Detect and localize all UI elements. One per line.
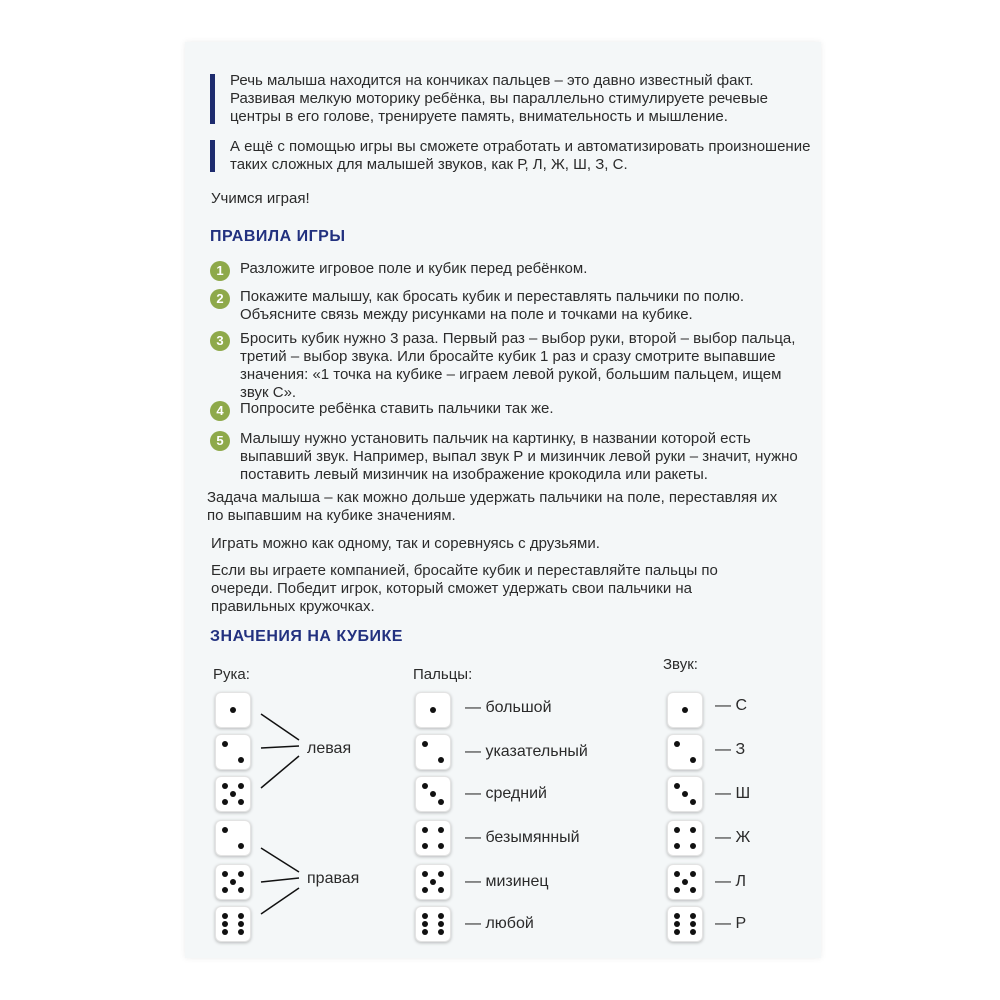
sound-die <box>667 734 703 770</box>
die-pip <box>222 921 228 927</box>
die-pip <box>674 871 680 877</box>
rule-number: 2 <box>210 289 230 309</box>
die-pip <box>674 887 680 893</box>
hand-die <box>215 820 251 856</box>
die-pip <box>682 879 688 885</box>
die-pip <box>230 707 236 713</box>
rule-number: 5 <box>210 431 230 451</box>
die-pip <box>690 827 696 833</box>
rule-text: Малышу нужно установить пальчик на картинку, в названии которой есть выпавший звук. Например, выпал звук Р и мизинчик левой руки – значит, нужно поставить левый мизинчик на изображение крокодила или ракеты. <box>240 430 798 483</box>
rule-text: Бросить кубик нужно 3 раза. Первый раз – выбор руки, второй – выбор пальца, третий – выбор звука. Или бросайте кубик 1 раз и сразу смотрите выпавшие значения: «1 точка на кубике – играем левой рукой, большим пальцем, ищем звук С». <box>240 330 796 401</box>
hand-column-label: Рука: <box>213 666 250 683</box>
rule-item <box>210 288 800 324</box>
die-pip <box>230 879 236 885</box>
die-pip <box>422 871 428 877</box>
hand-die <box>215 906 251 942</box>
rule-number: 3 <box>210 331 230 351</box>
die-pip <box>690 757 696 763</box>
finger-label: — любой <box>465 915 534 932</box>
goal-text: Задача малыша – как можно дольше удержать пальчики на поле, переставляя их по выпавшим на кубике значениям. <box>207 489 778 524</box>
finger-label: — средний <box>465 785 547 802</box>
play-alone-text: Играть можно как одному, так и соревнуясь с друзьями. <box>211 535 600 552</box>
die-pip <box>438 757 444 763</box>
die-pip <box>422 913 428 919</box>
die-pip <box>238 843 244 849</box>
die-pip <box>238 913 244 919</box>
die-pip <box>438 799 444 805</box>
die-pip <box>422 783 428 789</box>
finger-label: — большой <box>465 699 552 716</box>
finger-die <box>415 906 451 942</box>
die-pip <box>674 929 680 935</box>
rule-number: 4 <box>210 401 230 421</box>
die-pip <box>690 871 696 877</box>
right-hand-label: правая <box>307 870 360 887</box>
die-pip <box>222 741 228 747</box>
finger-die <box>415 734 451 770</box>
die-pip <box>438 827 444 833</box>
sound-die <box>667 906 703 942</box>
instruction-sheet <box>185 42 821 958</box>
die-pip <box>438 887 444 893</box>
die-pip <box>682 707 688 713</box>
finger-label: — безымянный <box>465 829 580 846</box>
accent-bar <box>210 140 215 172</box>
die-pip <box>222 783 228 789</box>
die-pip <box>438 921 444 927</box>
left-hand-label: левая <box>307 740 352 757</box>
tagline: Учимся играя! <box>211 190 310 207</box>
die-pip <box>222 913 228 919</box>
sound-label: — С <box>715 697 747 714</box>
rule-item <box>210 430 800 484</box>
finger-die <box>415 820 451 856</box>
sound-die <box>667 776 703 812</box>
die-pip <box>238 887 244 893</box>
sound-column-label: Звук: <box>663 656 698 673</box>
die-pip <box>422 741 428 747</box>
die-pip <box>690 913 696 919</box>
die-pip <box>222 929 228 935</box>
hand-die <box>215 692 251 728</box>
company-text: Если вы играете компанией, бросайте кубик и переставляйте пальцы по очереди. Победит игрок, который сможет удержать свои пальчики на правильных кружочках. <box>211 562 718 615</box>
die-pip <box>422 887 428 893</box>
die-pip <box>422 921 428 927</box>
rule-text: Покажите малышу, как бросать кубик и переставлять пальчики по полю. Объясните связь между рисунками на поле и точками на кубике. <box>240 288 745 323</box>
hand-die <box>215 864 251 900</box>
finger-label: — указательный <box>465 743 588 760</box>
rule-number: 1 <box>210 261 230 281</box>
die-pip <box>422 827 428 833</box>
rule-text: Разложите игровое поле и кубик перед ребёнком. <box>240 260 588 277</box>
die-pip <box>222 799 228 805</box>
die-pip <box>238 871 244 877</box>
die-pip <box>238 799 244 805</box>
die-pip <box>238 757 244 763</box>
rules-heading: ПРАВИЛА ИГРЫ <box>210 228 346 245</box>
die-pip <box>430 791 436 797</box>
intro-paragraph-1: Речь малыша находится на кончиках пальцев – это давно известный факт. Развивая мелкую моторику ребёнка, вы параллельно стимулируете речевые центры в его голове, тренируете память, внимательность и мышление. <box>230 72 768 125</box>
hand-die <box>215 734 251 770</box>
finger-die <box>415 776 451 812</box>
intro-paragraph-2: А ещё с помощью игры вы сможете отработать и автоматизировать произношение таких сложных для малышей звуков, как Р, Л, Ж, Ш, З, С. <box>230 138 811 173</box>
die-pip <box>690 799 696 805</box>
die-pip <box>674 913 680 919</box>
die-pip <box>238 929 244 935</box>
sound-label: — Ш <box>715 785 751 802</box>
die-pip <box>674 827 680 833</box>
die-pip <box>230 791 236 797</box>
die-pip <box>690 887 696 893</box>
finger-die <box>415 692 451 728</box>
die-pip <box>422 929 428 935</box>
die-pip <box>422 843 428 849</box>
dice-heading: ЗНАЧЕНИЯ НА КУБИКЕ <box>210 628 403 645</box>
die-pip <box>222 871 228 877</box>
intro-block-2 <box>210 138 820 174</box>
sound-die <box>667 820 703 856</box>
fingers-column-label: Пальцы: <box>413 666 473 683</box>
rule-text: Попросите ребёнка ставить пальчики так же. <box>240 400 554 417</box>
sound-die <box>667 692 703 728</box>
sound-die <box>667 864 703 900</box>
die-pip <box>690 921 696 927</box>
die-pip <box>222 827 228 833</box>
die-pip <box>238 921 244 927</box>
rule-item <box>210 330 800 402</box>
die-pip <box>674 783 680 789</box>
die-pip <box>222 887 228 893</box>
die-pip <box>674 741 680 747</box>
hand-die <box>215 776 251 812</box>
finger-label: — мизинец <box>465 873 549 890</box>
die-pip <box>674 843 680 849</box>
finger-die <box>415 864 451 900</box>
die-pip <box>438 913 444 919</box>
die-pip <box>438 929 444 935</box>
intro-block-1 <box>210 72 820 126</box>
die-pip <box>690 929 696 935</box>
die-pip <box>438 871 444 877</box>
accent-bar <box>210 74 215 124</box>
rule-item <box>210 400 800 418</box>
die-pip <box>690 843 696 849</box>
die-pip <box>438 843 444 849</box>
sound-label: — Р <box>715 915 747 932</box>
sound-label: — З <box>715 741 746 758</box>
sound-label: — Л <box>715 873 746 890</box>
die-pip <box>674 921 680 927</box>
rule-item <box>210 260 800 278</box>
die-pip <box>682 791 688 797</box>
sound-label: — Ж <box>715 829 751 846</box>
die-pip <box>238 783 244 789</box>
die-pip <box>430 707 436 713</box>
die-pip <box>430 879 436 885</box>
